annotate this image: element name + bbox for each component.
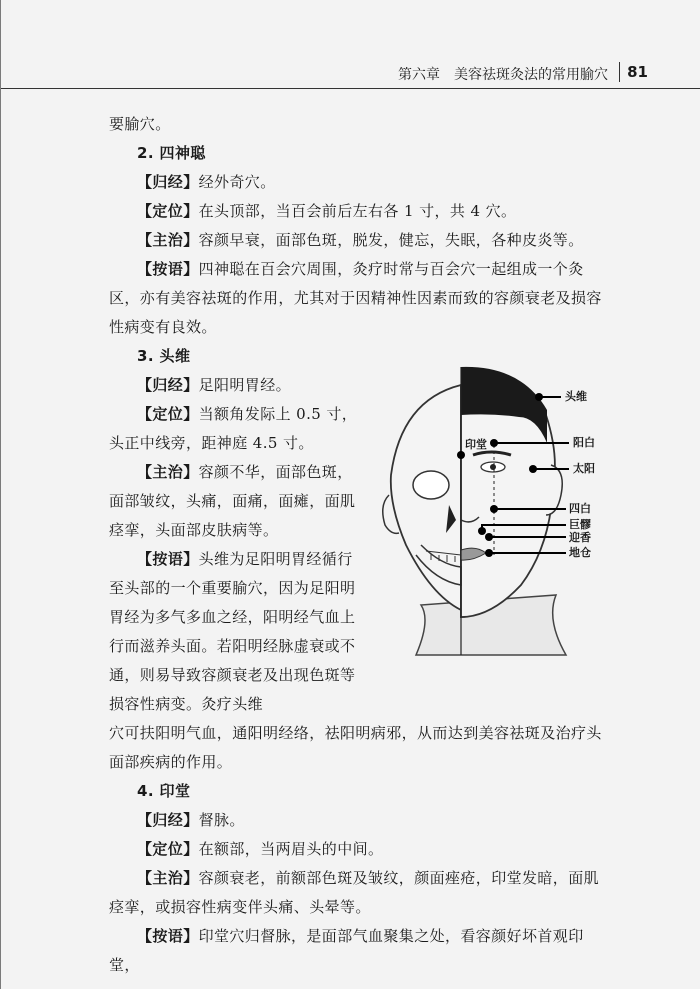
paragraph xyxy=(109,806,609,835)
paragraph-continuation: 穴可扶阳明气血，通阳明经络，祛阳明病邪，从而达到美容祛斑及治疗头面部疾病的作用。 xyxy=(109,724,602,771)
term-tag: 【定位】 xyxy=(137,405,199,423)
term-text: 容颜不华，面部色斑，面部皱纹，头痛，面痛，面瘫，面肌痉挛，头面部皮肤病等。 xyxy=(109,463,356,539)
term-text: 在头顶部，当百会前后左右各 1 寸，共 4 穴。 xyxy=(198,202,517,220)
paragraph xyxy=(109,864,609,922)
term-text: 头维为足阳明胃经循行至头部的一个重要腧穴，因为足阳明胃经为多气多血之经，阳明经气血上行而滋养头面。若阳明经脉虚衰或不通，则易导致容颜衰老及出现色斑等损容性病变。灸疗头维 xyxy=(109,550,356,713)
term-text: 容颜早衰，面部色斑，脱发，健忘，失眠，各种皮炎等。 xyxy=(198,231,584,249)
term-tag: 【按语】 xyxy=(137,927,199,945)
running-header xyxy=(1,60,700,89)
term-text: 当额角发际上 0.5 寸，头正中线旁，距神庭 4.5 寸。 xyxy=(109,405,358,452)
section-title-touwei: 3. 头维 xyxy=(137,347,191,365)
paragraph xyxy=(109,197,609,226)
term-tag: 【归经】 xyxy=(137,376,199,394)
paragraph xyxy=(109,458,359,545)
term-text: 经外奇穴。 xyxy=(198,173,276,191)
paragraph xyxy=(109,400,359,458)
term-tag: 【归经】 xyxy=(137,811,199,829)
paragraph xyxy=(109,922,609,980)
section-title-yintang: 4. 印堂 xyxy=(137,782,191,800)
term-text: 四神聪在百会穴周围，灸疗时常与百会穴一起组成一个灸区，亦有美容祛斑的作用，尤其对于因精神性因素而致的容颜衰老及损容性病变有良效。 xyxy=(109,260,602,336)
term-tag: 【定位】 xyxy=(137,202,199,220)
continuation-line: 要腧穴。 xyxy=(109,115,171,133)
paragraph xyxy=(109,226,609,255)
label-taiyang: 太阳 xyxy=(573,462,595,475)
paragraph xyxy=(109,371,359,400)
term-text: 容颜衰老，前额部色斑及皱纹，颜面痤疮，印堂发暗，面肌痉挛，或损容性病变伴头痛、头晕等。 xyxy=(109,869,600,916)
term-tag: 【按语】 xyxy=(137,550,199,568)
page-number: 81 xyxy=(627,63,648,81)
label-yintang: 印堂 xyxy=(465,438,487,451)
term-tag: 【主治】 xyxy=(137,231,199,249)
paragraph xyxy=(109,168,609,197)
section-title-sishencong: 2. 四神聪 xyxy=(137,144,206,162)
paragraph xyxy=(109,545,359,719)
term-text: 印堂穴归督脉，是面部气血聚集之处，看容颜好坏首观印堂， xyxy=(109,927,584,974)
chapter-title: 第六章 美容祛斑灸法的常用腧穴 xyxy=(398,67,608,83)
label-yingxiang: 迎香 xyxy=(569,531,591,544)
term-tag: 【主治】 xyxy=(137,869,199,887)
paragraph xyxy=(109,255,609,342)
term-text: 足阳明胃经。 xyxy=(198,376,292,394)
label-yangbai: 阳白 xyxy=(573,436,595,449)
term-text: 督脉。 xyxy=(198,811,245,829)
paragraph xyxy=(109,835,609,864)
term-tag: 【主治】 xyxy=(137,463,199,481)
header-separator xyxy=(619,62,620,82)
acupoint-figure xyxy=(361,355,621,665)
term-tag: 【归经】 xyxy=(137,173,199,191)
label-touwei: 头维 xyxy=(565,390,587,403)
term-tag: 【按语】 xyxy=(137,260,199,278)
term-tag: 【定位】 xyxy=(137,840,199,858)
label-dicang: 地仓 xyxy=(569,546,591,559)
label-sibai: 四白 xyxy=(569,502,591,515)
term-text: 在额部，当两眉头的中间。 xyxy=(198,840,384,858)
label-juliao: 巨髎 xyxy=(569,518,591,531)
